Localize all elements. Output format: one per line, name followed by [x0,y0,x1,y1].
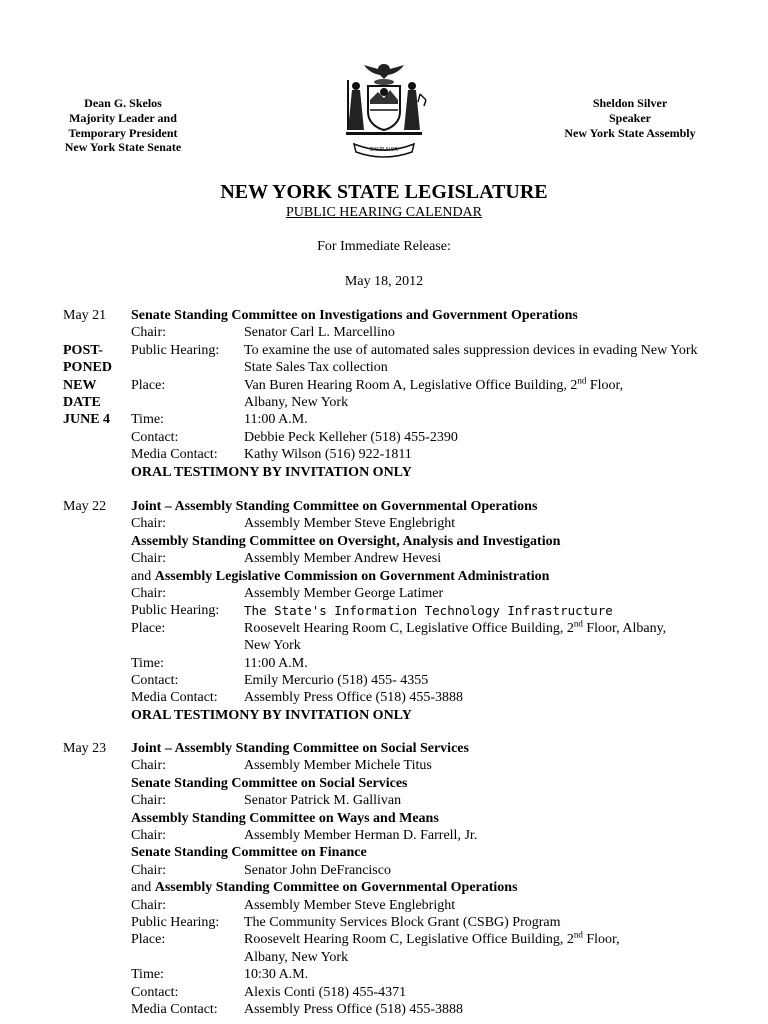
assembly-speaker-line: New York State Assembly [564,125,696,140]
chair-value: Assembly Member Herman D. Farrell, Jr. [244,828,478,844]
hearing-topic: To examine the use of automated sales suppression devices in evading New York State Sales Tax collection [244,342,698,376]
status-line: DATE [63,395,101,410]
place-value [244,931,704,948]
senate-leader-line: Temporary President [68,125,178,140]
committee-name: Senate Standing Committee on Finance [131,845,367,861]
time-value: 11:00 A.M. [244,412,308,428]
hearing-event-may-23 [0,740,768,1019]
committee-name: Joint – Assembly Standing Committee on Governmental Operations [131,499,538,514]
field-label: Contact: [131,984,179,1000]
field-label: Public Hearing: [131,342,220,358]
field-label: Contact: [131,429,179,445]
committee-name: Senate Standing Committee on Social Services [131,775,408,791]
contact-value: Debbie Peck Kelleher (518) 455-2390 [244,429,458,445]
media-contact-value: Assembly Press Office (518) 455-3888 [244,690,464,706]
chair-value: Senator Carl L. Marcellino [244,325,395,341]
place-value-cont: Albany, New York [244,395,349,410]
event-date: May 23 [63,741,107,756]
place-value-cont: Albany, New York [244,949,349,965]
chair-value: Senator John DeFrancisco [244,862,391,878]
floor-suffix: nd [573,618,583,629]
testimony-note: ORAL TESTIMONY BY INVITATION ONLY [131,464,412,480]
event-date: May 22 [63,499,107,514]
field-label: Chair: [131,793,166,809]
field-label: Time: [131,655,164,671]
senate-leader-line: New York State Senate [64,140,182,155]
field-label: Place: [131,932,166,948]
contact-value: Emily Mercurio (518) 455- 4355 [244,673,429,689]
contact-value: Alexis Conti (518) 455-4371 [244,984,407,1000]
release-label: For Immediate Release: [317,239,451,254]
assembly-speaker-line: Sheldon Silver [592,96,668,110]
floor-number: 2 [570,377,578,393]
field-label: Chair: [131,551,166,567]
place-value-cont: New York [244,638,301,654]
committee-name: Senate Standing Committee on Investigations and Government Operations [131,308,578,323]
place-part: Roosevelt Hearing Room C, Legislative Office Building, [244,932,564,948]
chair-value: Assembly Member Steve Englebright [244,897,456,913]
field-label: Public Hearing: [131,603,220,619]
floor-word: Floor, [582,620,620,636]
chair-value: Assembly Member Steve Englebright [244,516,456,532]
committee-and-line [131,879,731,896]
hearing-topic: The Community Services Block Grant (CSBG) Program [244,915,561,931]
assembly-speaker-block [548,96,712,140]
field-label: Contact: [131,673,179,689]
floor-number: 2 [566,932,574,948]
floor-word: Floor, [586,377,624,393]
field-label: Time: [131,412,164,428]
field-label: Chair: [131,586,166,602]
committee-name: Assembly Standing Committee on Governmental Operations [154,880,518,896]
assembly-speaker-line: Speaker [609,110,651,125]
floor-suffix: nd [573,929,583,940]
subtitle-text: PUBLIC HEARING CALENDAR [286,205,482,220]
senate-leader-block [50,96,196,155]
committee-and-line [131,568,731,585]
place-value [244,374,704,394]
and-word: and [131,568,152,584]
field-label: Media Contact: [131,447,218,463]
senate-leader-line: Majority Leader and [69,110,177,125]
media-contact-value: Kathy Wilson (516) 922-1811 [244,447,412,463]
page-title: NEW YORK STATE LEGISLATURE [220,181,548,203]
status-line: POST- [63,342,103,358]
floor-number: 2 [566,620,574,636]
field-label: Media Contact: [131,1002,218,1018]
field-label: Chair: [131,828,166,844]
field-label: Media Contact: [131,690,218,706]
status-line: JUNE 4 [63,412,111,428]
committee-name: Assembly Legislative Commission on Government Administration [154,568,550,584]
field-label: Chair: [131,325,166,341]
place-value [244,620,704,637]
chair-value: Assembly Member Michele Titus [244,758,432,774]
committee-name: Joint – Assembly Standing Committee on Social Services [131,741,469,756]
committee-name: Assembly Standing Committee on Oversight, Analysis and Investigation [131,533,561,549]
seal-banner-text: EXCELSIOR [370,147,398,153]
testimony-note: ORAL TESTIMONY BY INVITATION ONLY [131,707,412,723]
new-york-state-seal-icon [332,60,436,160]
field-label: Place: [131,377,166,393]
page-subtitle [0,205,768,221]
release-date: May 18, 2012 [344,274,424,289]
hearing-topic: The State's Information Technology Infrastructure [244,603,613,619]
senate-leader-line: Dean G. Skelos [84,96,162,110]
place-part: Van Buren Hearing Room A, Legislative Office Building, [244,377,567,393]
event-date: May 21 [63,308,107,323]
chair-value: Assembly Member George Latimer [244,586,444,602]
hearing-event-may-22 [0,498,768,724]
media-contact-value: Assembly Press Office (518) 455-3888 [244,1002,464,1018]
and-word: and [131,880,152,896]
chair-value: Assembly Member Andrew Hevesi [244,551,442,567]
field-label: Chair: [131,758,166,774]
field-label: Place: [131,620,166,636]
field-label: Chair: [131,516,166,532]
time-value: 11:00 A.M. [244,655,308,671]
field-label: Chair: [131,862,166,878]
floor-suffix: nd [577,374,587,385]
place-part: Roosevelt Hearing Room C, Legislative Office Building, [244,620,564,636]
status-line: NEW [63,377,97,393]
field-label: Public Hearing: [131,915,220,931]
field-label: Time: [131,967,164,983]
time-value: 10:30 A.M. [244,967,309,983]
chair-value: Senator Patrick M. Gallivan [244,793,402,809]
field-label: Chair: [131,897,166,913]
place-part: Albany, [622,620,667,636]
hearing-event-may-21 [0,307,768,482]
status-line: PONED [63,360,112,376]
committee-name: Assembly Standing Committee on Ways and Means [131,810,439,826]
floor-word: Floor, [582,932,620,948]
